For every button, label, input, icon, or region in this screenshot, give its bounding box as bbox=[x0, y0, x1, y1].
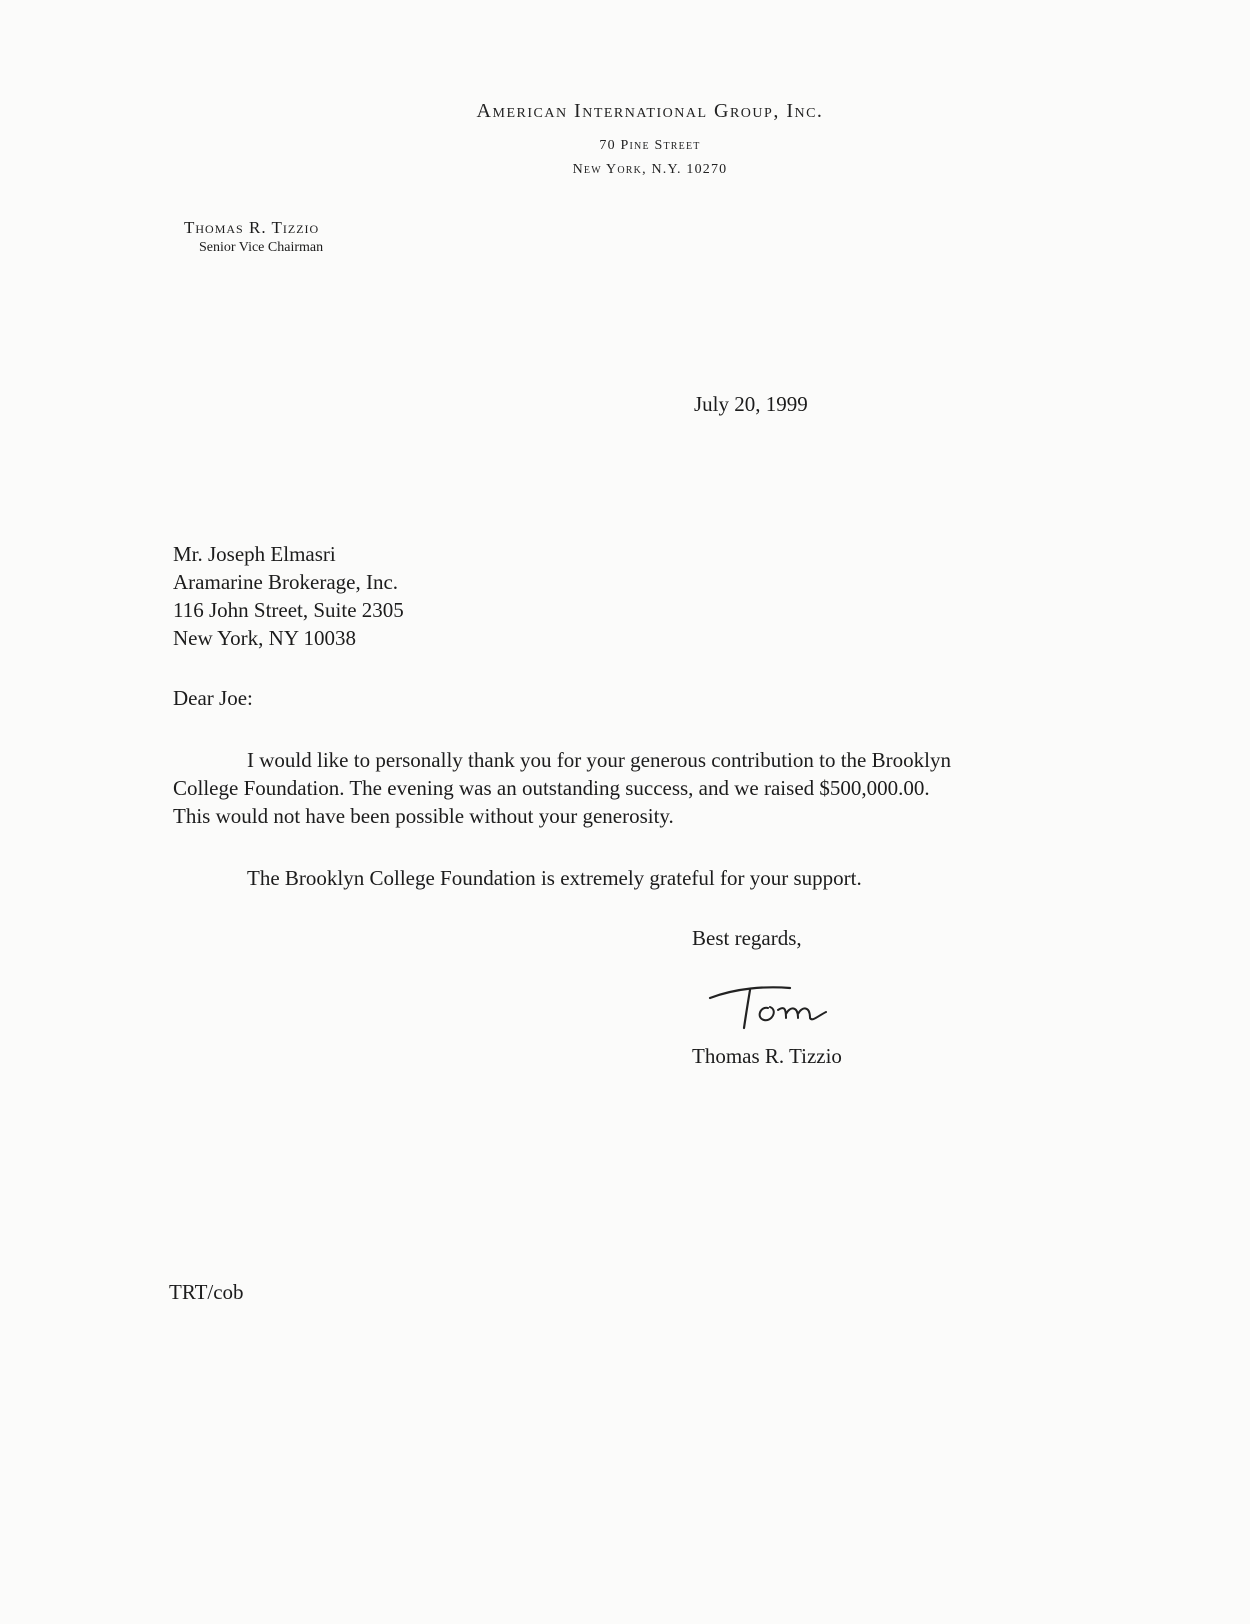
typist-initials: TRT/cob bbox=[169, 1280, 244, 1304]
handwritten-signature bbox=[706, 976, 866, 1036]
letterhead-street: 70 Pine Street bbox=[599, 138, 701, 153]
paragraph-line: The Brooklyn College Foundation is extremely grateful for your support. bbox=[247, 866, 862, 890]
recipient-street: 116 John Street, Suite 2305 bbox=[173, 598, 404, 622]
body-paragraph-2 bbox=[173, 864, 862, 892]
letterhead-city: New York, N.Y. 10270 bbox=[572, 162, 728, 177]
paragraph-line: College Foundation. The evening was an outstanding success, and we raised $500,000.00. bbox=[173, 776, 930, 800]
executive-title: Senior Vice Chairman bbox=[199, 240, 324, 255]
recipient-city: New York, NY 10038 bbox=[173, 626, 356, 650]
letter-date: July 20, 1999 bbox=[694, 392, 808, 416]
body-paragraph-1 bbox=[173, 746, 951, 830]
salutation: Dear Joe: bbox=[173, 686, 253, 710]
closing: Best regards, bbox=[692, 926, 802, 950]
recipient-address bbox=[173, 540, 404, 652]
letterhead-company: American International Group, Inc. bbox=[476, 100, 824, 122]
paragraph-line: I would like to personally thank you for your generous contribution to the Brooklyn bbox=[247, 748, 951, 772]
executive-name: Thomas R. Tizzio bbox=[184, 218, 320, 237]
recipient-name: Mr. Joseph Elmasri bbox=[173, 542, 336, 566]
recipient-company: Aramarine Brokerage, Inc. bbox=[173, 570, 399, 594]
signer-name: Thomas R. Tizzio bbox=[692, 1044, 842, 1068]
paragraph-line: This would not have been possible without your generosity. bbox=[173, 804, 674, 828]
